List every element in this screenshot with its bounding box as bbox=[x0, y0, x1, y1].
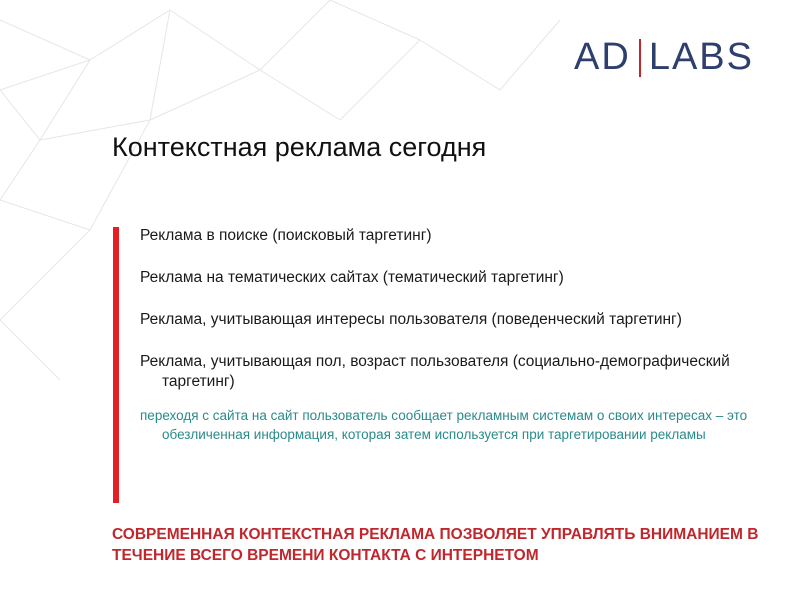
bullet-behavioral-ads: Реклама, учитывающая интересы пользователя (поведенческий таргетинг) bbox=[140, 311, 682, 328]
accent-bar bbox=[113, 227, 119, 503]
logo-divider bbox=[639, 39, 641, 77]
logo-text-left: AD bbox=[574, 36, 631, 78]
logo-text-right: LABS bbox=[648, 36, 754, 78]
bullet-thematic-ads: Реклама на тематических сайтах (тематический таргетинг) bbox=[140, 269, 564, 286]
slide-content bbox=[140, 226, 780, 444]
note-text: переходя с сайта на сайт пользователь сообщает рекламным системам о своих интересах – это обезличенная информация, которая затем используется при таргетировании рекламы bbox=[140, 408, 748, 442]
bullet-demographic-ads: Реклама, учитывающая пол, возраст пользователя (социально-демографический таргетинг) bbox=[140, 353, 730, 390]
adlabs-logo bbox=[574, 36, 754, 79]
footer-statement: СОВРЕМЕННАЯ КОНТЕКСТНАЯ РЕКЛАМА ПОЗВОЛЯЕТ УПРАВЛЯТЬ ВНИМАНИЕМ В ТЕЧЕНИЕ ВСЕГО ВРЕМЕНИ КОНТАКТА С ИНТЕРНЕТОМ bbox=[112, 526, 759, 564]
bullet-search-ads: Реклама в поиске (поисковый таргетинг) bbox=[140, 227, 432, 244]
slide-title: Контекстная реклама сегодня bbox=[112, 132, 487, 162]
